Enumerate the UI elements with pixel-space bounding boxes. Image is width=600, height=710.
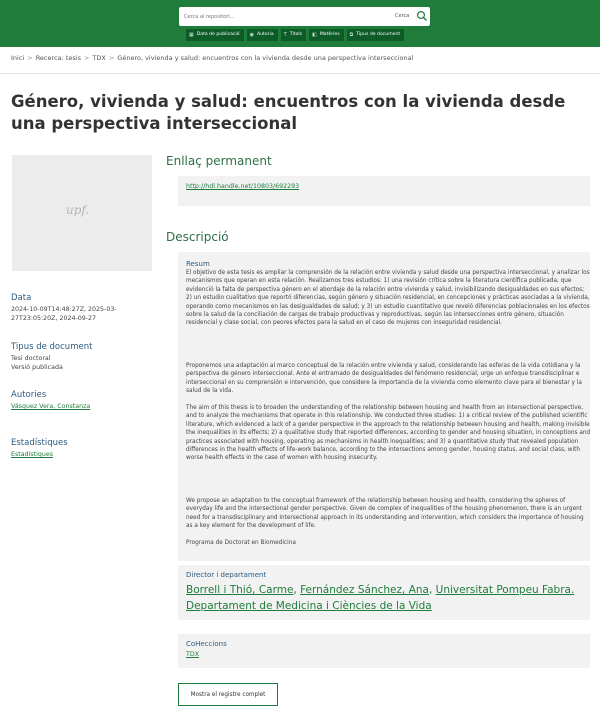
search-input[interactable] [184,10,374,23]
doctype-value-2: Versió publicada [11,364,63,371]
collections-label: CoHeccions [186,640,227,648]
director-panel [178,565,590,620]
abstract-label: Resum [186,260,210,268]
director-list: Borrell i Thió, Carme, Fernández Sánchez, Ana, Universitat Pompeu Fabra. Departament de Medicina i Ciències de la Vida [186,584,575,612]
description-heading: Descripció [166,230,229,244]
abstract-paragraph-en-1: The aim of this thesis is to broaden the understanding of the relationship between housing and health from an intersectional perspective, and to analyze the mechanisms that operate in this relationship. We conducted three studies: 1) a critical review of the published scientific literature, which evidenced a lack of a gender perspective in the approach to the relationship between housing and health, making invisible the inequalities in its effects; 2) a qualitative study that reported differences, according to gender and housing situation, in conceptions and practices associated with housing, operating as mechanisms in health inequalities; and 3) a quantitative study that revealed population differences in the health effects of life-work balance, according to the intersections among gender, housing status, and social class, with worse health effects in the case of women with housing insecurity. [186,405,591,462]
doctype-label: Tipus de document [11,342,93,352]
authors-label: Autories [11,390,47,400]
nav-author-button[interactable] [247,29,278,41]
breadcrumb-home[interactable]: Inici [11,54,25,62]
nav-title-button[interactable] [281,29,306,41]
top-header [0,0,600,47]
breadcrumb-theses[interactable]: Recerca: tesis [35,54,81,62]
browse-nav [186,29,404,41]
nav-doctype-label: Tipus de document [356,32,401,37]
breadcrumb-separator: > [27,54,33,62]
abstract-paragraph-es-2: Proponemos una adaptación al marco conceptual de la relación entre vivienda y salud, considerando las esferas de la vida cotidiana y la perspectiva de género interseccional. Ante el entramado de desigualdades del fenómeno residencial, urge un enfoque transdisciplinar e interseccional en su comprensión e intervención, que considere la importancia de la vivienda como elemento clave para el bienestar y la salud de la vida. [186,363,582,395]
full-record-button[interactable]: Mostra el registre complet [178,683,278,706]
thumbnail [12,155,152,271]
director-link-1[interactable]: Borrell i Thió, Carme [186,584,294,596]
breadcrumb-separator: > [83,54,90,62]
director-link-2[interactable]: Fernández Sánchez, Ana [300,584,429,596]
nav-author-label: Autoria [257,32,274,37]
calendar-icon: ▦ [189,32,194,38]
nav-subject-button[interactable] [309,29,344,41]
page-title: Género, vivienda y salud: encuentros con la vivienda desde una perspectiva interseccional [11,92,566,133]
search-icon[interactable] [416,10,428,22]
document-icon: ⧉ [349,32,354,38]
nav-subject-label: Matèries [319,32,340,37]
stats-link[interactable]: Estadístiques [11,451,53,458]
nav-date-label: Data de publicació [196,32,240,37]
doctoral-program: Programa de Doctorat en Biomedicina [186,540,296,546]
collections-panel [178,634,590,668]
date-label: Data [11,293,32,303]
breadcrumb-current: Género, vivienda y salud: encuentros con la vivienda desde una perspectiva interseccional [117,54,414,62]
doctype-value-1: Tesi doctoral [11,355,51,362]
nav-doctype-button[interactable] [347,29,405,41]
search-box [179,7,430,26]
upf-logo: upf. [66,203,90,217]
breadcrumb-tdx[interactable]: TDX [92,54,106,62]
search-button-label[interactable]: Cerca [395,13,410,19]
permalink-heading: Enllaç permanent [166,154,272,168]
director-label: Director i departament [186,571,267,579]
department-link[interactable]: Universitat Pompeu Fabra. Departament de Medicina i Ciències de la Vida [186,584,575,612]
author-link[interactable]: Vásquez Vera, Constanza [11,403,91,410]
tag-icon: ◧ [312,32,317,38]
abstract-paragraph-en-2: We propose an adaptation to the conceptual framework of the relationship between housing and health, considering the spheres of everyday life and the intersectional gender perspective. Given de complex of inequalities of the housing phenomenon, there is an urgent need for a transdisciplinary and intersectional approach in its understanding and intervention, which considers the importance of housing as a key element for the development of life. [186,498,584,530]
nav-title-label: Títols [289,32,303,37]
stats-label: Estadístiques [11,438,68,448]
abstract-panel [178,252,590,561]
permalink-link[interactable]: http://hdl.handle.net/10803/692293 [186,183,300,190]
abstract-paragraph-es-1: El objetivo de esta tesis es ampliar la comprensión de la relación entre vivienda y salud desde una perspectiva interseccional, y analizar los mecanismos que operan en esta relación. Realizamos tres estudios: 1) una revisión crítica sobre la literatura científica publicada, que evidenció la falta de perspectiva género en el abordaje de la relación entre vivienda y salud, invisibilizando desigualdades en sus efectos; 2) un estudio cualitativo que reportó diferencias, según género y situación residencial, en concepciones y prácticas asociadas a la vivienda, operando como mecanismos en las desigualdades de salud; y 3) un estudio cuantitativo que reveló diferencias poblacionales en los efectos sobre la salud de la conciliación de cargas de trabajo productivas y reproductivas, según las intersecciones entre género, situación residencial y clase social, con peores efectos para la salud en el caso de mujeres con inseguridad residencial. [186,270,590,327]
text-icon: T [283,32,287,38]
collection-link[interactable]: TDX [186,651,200,658]
divider [0,73,600,74]
date-value: 2024-10-09T14:48:27Z, 2025-03-27T23:05:20Z, 2024-09-27 [11,306,117,322]
breadcrumb [11,54,413,62]
permalink-panel [178,176,590,206]
nav-date-button[interactable] [186,29,244,41]
breadcrumb-separator: > [108,54,115,62]
person-icon: ◉ [249,32,254,38]
